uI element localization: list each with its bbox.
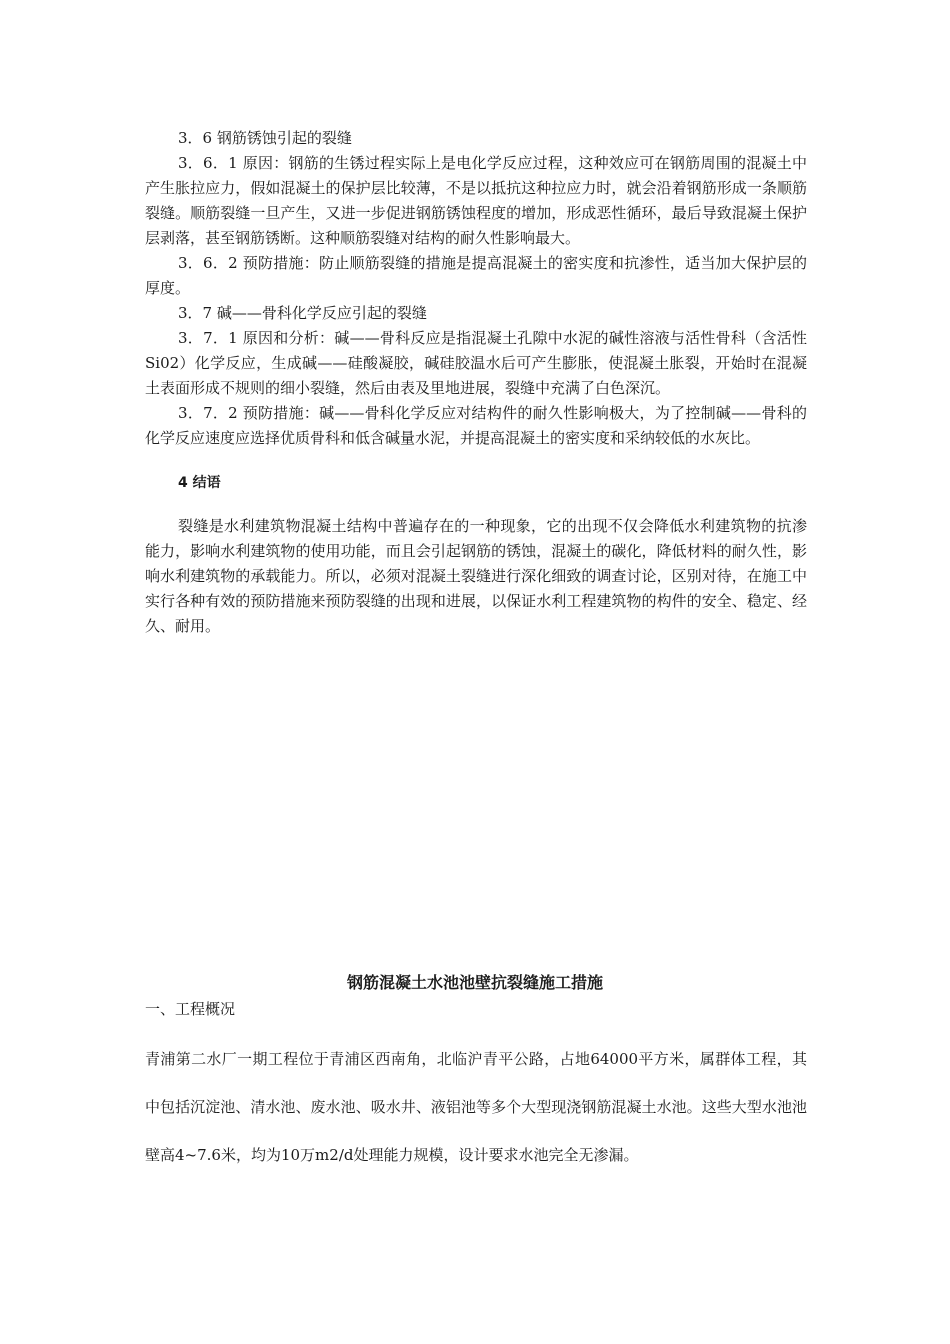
section-3-7-heading: 3．7 碱——骨科化学反应引起的裂缝 [178,304,427,322]
project-overview-paragraph: 青浦第二水厂一期工程位于青浦区西南角，北临沪青平公路，占地64000平方米，属群体工程，其中包括沉淀池、清水池、废水池、吸水井、液铝池等多个大型现浇钢筋混凝土水池。这些大型水池池壁高4~7.6米，均为10万m2/d处理能力规模，设计要求水池完全无渗漏。 [145,1050,807,1164]
section-4-heading: 4 结语 [178,475,221,491]
section-3-6-1-paragraph: 3．6．1 原因：钢筋的生锈过程实际上是电化学反应过程，这种效应可在钢筋周围的混凝土中产生胀拉应力，假如混凝土的保护层比较薄，不是以抵抗这种拉应力时，就会沿着钢筋形成一条顺筋裂缝。顺筋裂缝一旦产生，又进一步促进钢筋锈蚀程度的增加，形成恶性循环，最后导致混凝土保护层剥落，甚至钢筋锈断。这种顺筋裂缝对结构的耐久性影响最大。 [145,154,807,247]
document-part-2 [145,996,807,1179]
section-3-7-2-paragraph: 3．7．2 预防措施：碱——骨科化学反应对结构件的耐久性影响极大，为了控制碱——骨科的化学反应速度应选择优质骨科和低含碱量水泥，并提高混凝土的密实度和采纳较低的水灰比。 [145,404,807,447]
document-part-1 [145,126,807,639]
section-3-6-heading: 3．6 钢筋锈蚀引起的裂缝 [178,129,352,147]
document-title: 钢筋混凝土水池池壁抗裂缝施工措施 [346,973,603,992]
section-1-heading: 一、工程概况 [145,1000,236,1018]
section-3-7-1-paragraph: 3．7．1 原因和分析：碱——骨科反应是指混凝土孔隙中水泥的碱性溶液与活性骨科（含活性 Si02）化学反应，生成碱——硅酸凝胶，碱硅胶温水后可产生膨胀，使混凝土胀裂，开始时在混凝土表面形成不规则的细小裂缝，然后由表及里地进展，裂缝中充满了白色深沉。 [145,329,807,397]
conclusion-paragraph: 裂缝是水利建筑物混凝土结构中普遍存在的一种现象，它的出现不仅会降低水利建筑物的抗渗能力，影响水利建筑物的使用功能，而且会引起钢筋的锈蚀，混凝土的碳化，降低材料的耐久性，影响水利建筑物的承载能力。所以，必须对混凝土裂缝进行深化细致的调查讨论，区别对待，在施工中实行各种有效的预防措施来预防裂缝的出现和进展，以保证水利工程建筑物的构件的安全、稳定、经久、耐用。 [145,517,807,635]
section-3-6-2-paragraph: 3．6．2 预防措施：防止顺筋裂缝的措施是提高混凝土的密实度和抗渗性，适当加大保护层的厚度。 [145,254,807,297]
